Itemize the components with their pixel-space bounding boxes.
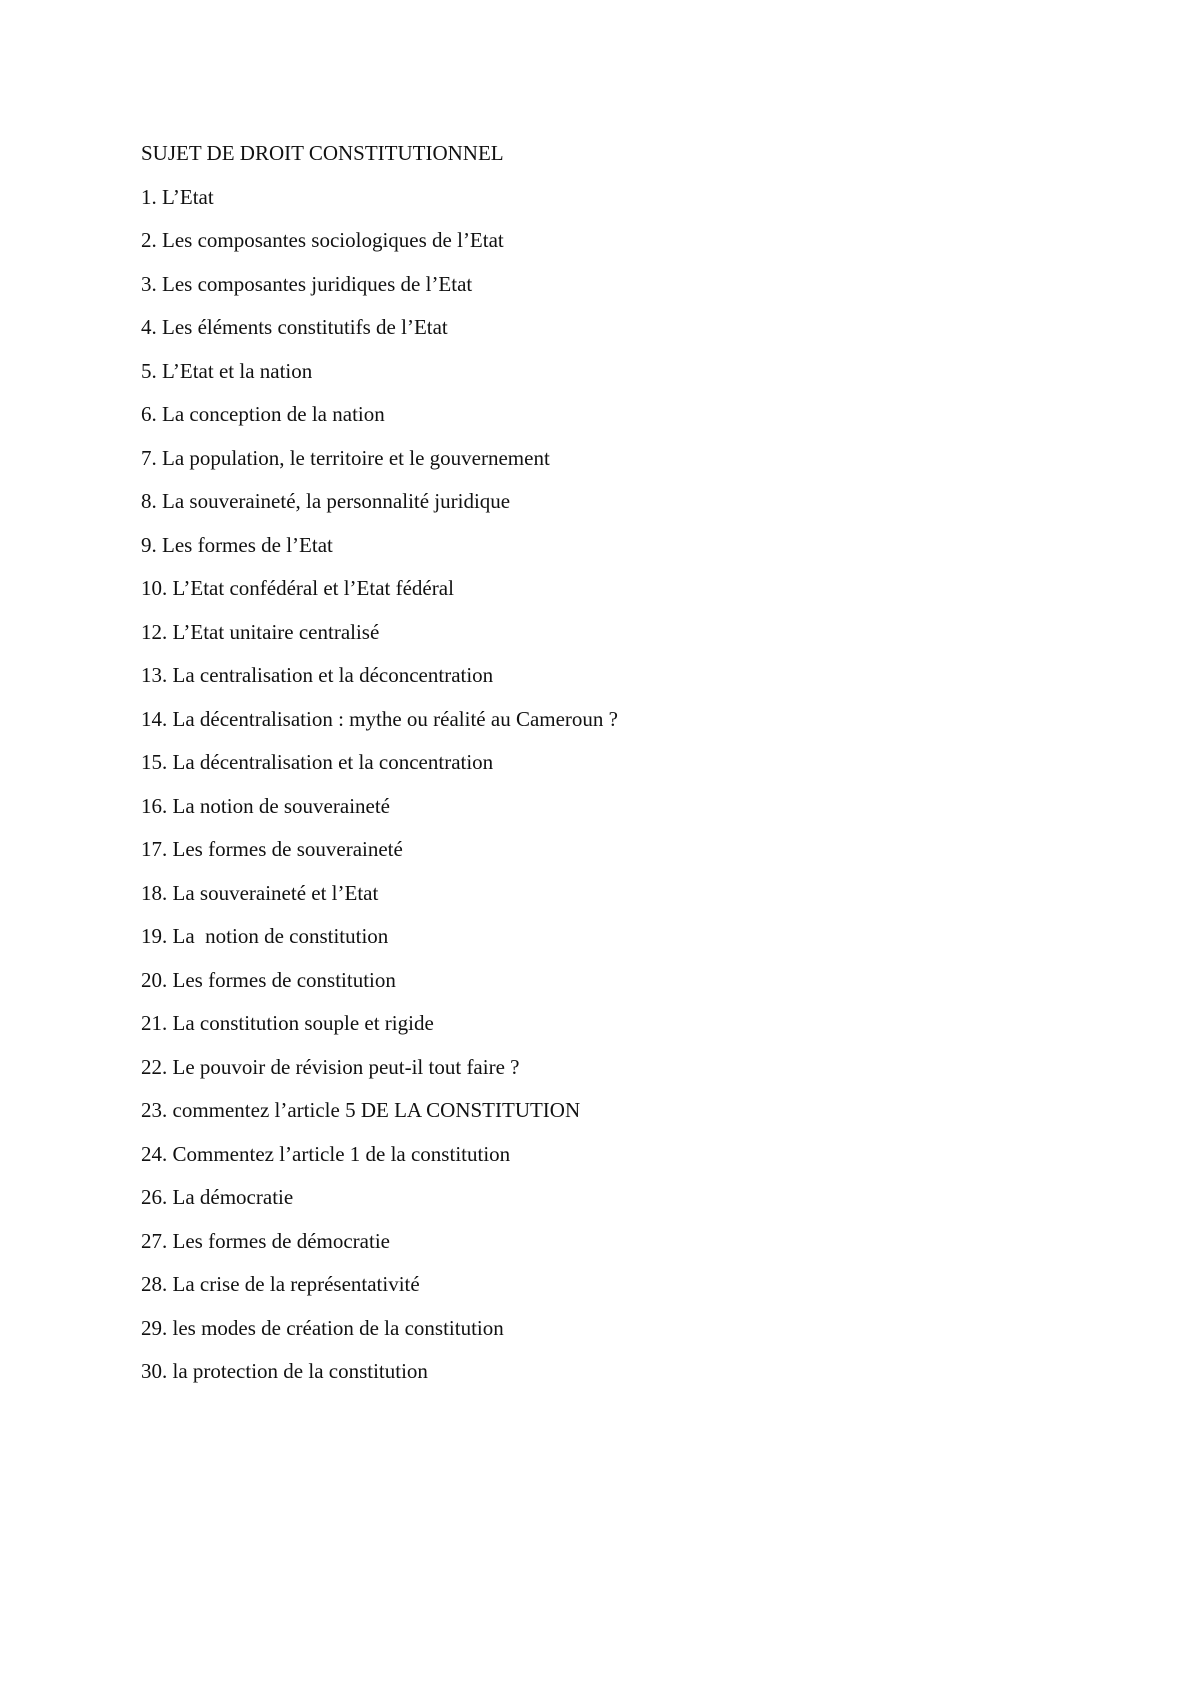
topic-number: 13.	[141, 663, 168, 687]
topic-number: 5.	[141, 358, 157, 383]
topic-text: Les éléments constitutifs de l’Etat	[162, 315, 448, 339]
topic-number: 14.	[141, 706, 168, 731]
topic-item	[141, 620, 1041, 664]
topic-text: L’Etat	[162, 184, 214, 209]
topic-number: 17.	[141, 837, 168, 861]
topic-number: 22.	[141, 1054, 168, 1079]
topic-text: La démocratie	[172, 1185, 294, 1209]
topic-item	[141, 924, 1041, 968]
topic-text: Les formes de démocratie	[172, 1228, 390, 1253]
topic-item	[141, 1142, 1041, 1186]
topic-number: 16.	[141, 793, 168, 818]
topic-item	[141, 185, 1041, 229]
topic-number: 7.	[141, 445, 157, 470]
topic-item	[141, 272, 1041, 316]
topic-text: Les formes de souveraineté	[172, 837, 403, 861]
topic-item	[141, 1055, 1041, 1099]
topic-number: 20.	[141, 967, 168, 992]
topic-item	[141, 489, 1041, 533]
topic-item	[141, 359, 1041, 403]
topic-item	[141, 1098, 1041, 1142]
topic-number: 28.	[141, 1272, 168, 1296]
topic-number: 4.	[141, 315, 157, 339]
topic-text: commentez l’article 5 DE LA CONSTITUTION	[172, 1098, 581, 1122]
topic-item	[141, 533, 1041, 577]
topic-number: 9.	[141, 532, 157, 557]
topic-item	[141, 968, 1041, 1012]
topic-item	[141, 1011, 1041, 1055]
topic-item	[141, 576, 1041, 620]
topic-number: 8.	[141, 489, 157, 513]
topic-text: Les formes de constitution	[172, 967, 396, 992]
topic-number: 30.	[141, 1359, 168, 1383]
topic-item	[141, 1359, 1041, 1403]
topic-item	[141, 402, 1041, 446]
topic-text: La décentralisation et la concentration	[172, 750, 494, 774]
topic-item	[141, 881, 1041, 925]
topic-item	[141, 707, 1041, 751]
topic-text: Les formes de l’Etat	[162, 532, 333, 557]
topic-number: 15.	[141, 750, 168, 774]
topic-text: La population, le territoire et le gouvernement	[162, 445, 550, 470]
topic-text: La centralisation et la déconcentration	[172, 663, 494, 687]
topic-text: L’Etat unitaire centralisé	[172, 619, 380, 644]
topic-number: 23.	[141, 1098, 168, 1122]
topic-number: 1.	[141, 184, 157, 209]
topic-text: La conception de la nation	[162, 402, 385, 426]
topic-number: 2.	[141, 228, 157, 252]
topic-text: La décentralisation : mythe ou réalité au Cameroun ?	[172, 706, 618, 731]
topic-text: L’Etat confédéral et l’Etat fédéral	[172, 576, 454, 600]
topic-number: 21.	[141, 1011, 168, 1035]
topic-item	[141, 1185, 1041, 1229]
topic-text: La notion de souveraineté	[172, 793, 391, 818]
topic-number: 19.	[141, 924, 168, 948]
topic-text: La notion de constitution	[172, 924, 389, 948]
topic-number: 29.	[141, 1315, 168, 1340]
topic-item	[141, 446, 1041, 490]
topic-text: la protection de la constitution	[172, 1359, 428, 1383]
topic-item	[141, 1229, 1041, 1273]
topic-item	[141, 1272, 1041, 1316]
topic-item	[141, 794, 1041, 838]
topic-text: Le pouvoir de révision peut-il tout faire ?	[172, 1054, 520, 1079]
topic-number: 26.	[141, 1185, 168, 1209]
topic-number: 18.	[141, 880, 168, 905]
topic-text: Commentez l’article 1 de la constitution	[172, 1141, 511, 1166]
topic-text: Les composantes sociologiques de l’Etat	[162, 228, 504, 252]
topic-item	[141, 750, 1041, 794]
topic-number: 3.	[141, 271, 157, 296]
document-title: SUJET DE DROIT CONSTITUTIONNEL	[141, 141, 504, 165]
topic-text: La souveraineté et l’Etat	[172, 880, 379, 905]
document-content	[141, 141, 1041, 1403]
topic-text: Les composantes juridiques de l’Etat	[162, 271, 473, 296]
topic-list	[141, 185, 1041, 1403]
topic-item	[141, 228, 1041, 272]
topic-number: 27.	[141, 1228, 168, 1253]
topic-item	[141, 315, 1041, 359]
topic-number: 12.	[141, 619, 168, 644]
topic-text: L’Etat et la nation	[162, 358, 313, 383]
topic-item	[141, 663, 1041, 707]
topic-item	[141, 1316, 1041, 1360]
topic-text: La souveraineté, la personnalité juridique	[162, 489, 511, 513]
topic-number: 24.	[141, 1141, 168, 1166]
topic-number: 10.	[141, 576, 168, 600]
topic-item	[141, 837, 1041, 881]
topic-text: La constitution souple et rigide	[172, 1011, 434, 1035]
topic-number: 6.	[141, 402, 157, 426]
topic-text: La crise de la représentativité	[172, 1272, 420, 1296]
topic-text: les modes de création de la constitution	[172, 1315, 504, 1340]
